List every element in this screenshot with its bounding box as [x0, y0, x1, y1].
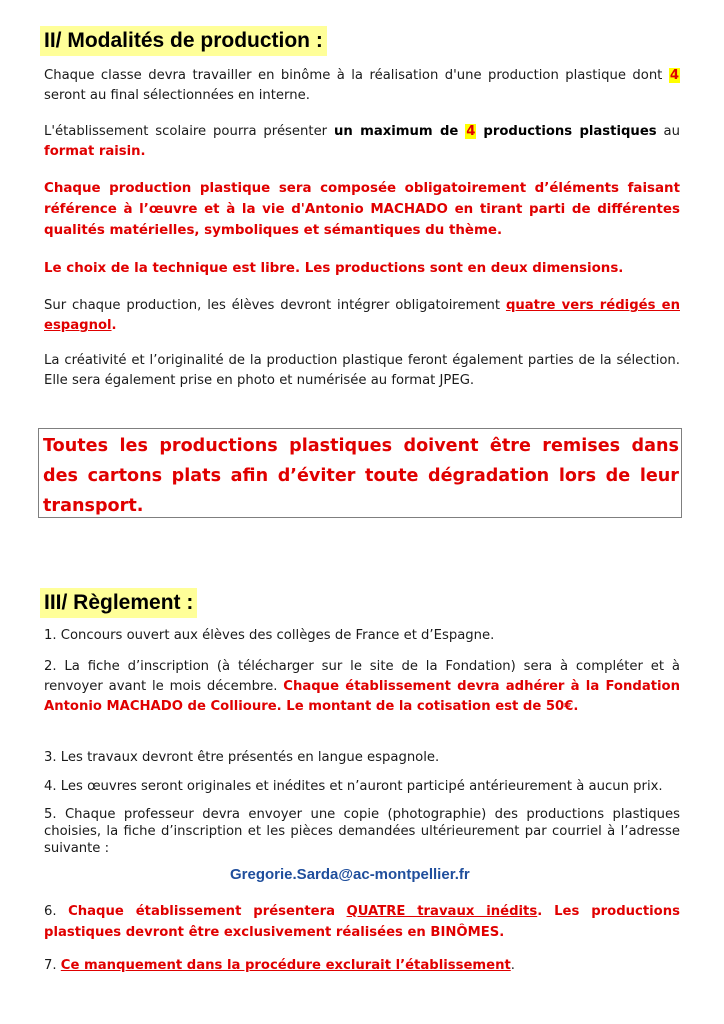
p2-bold2: productions plastiques [483, 124, 657, 139]
rule-item-7 [44, 956, 680, 976]
rule-item-5: 5. Chaque professeur devra envoyer une copie (photographie) des productions plastiques choisies, la fiche d’inscription et les pièces demandées ultérieurement par courriel à l’adresse suivante : [44, 807, 680, 856]
paragraph-technique: Le choix de la technique est libre. Les productions sont en deux dimensions. [44, 261, 624, 276]
p5-period: . [111, 318, 117, 333]
p5-red-underlined: quatre vers rédigés en espagnol [44, 298, 680, 333]
item2-red: Chaque établissement devra adhérer à la Fondation Antonio MACHADO de Collioure. Le montant de la cotisation est de 50€. [44, 679, 680, 714]
rule-item-4: 4. Les œuvres seront originales et inédites et n’auront participé antérieurement à aucun prix. [44, 779, 663, 794]
p1-text-after: seront au final sélectionnées en interne. [44, 88, 310, 103]
rule-item-1: 1. Concours ouvert aux élèves des collèges de France et d’Espagne. [44, 628, 495, 643]
paragraph-creativite: La créativité et l’originalité de la production plastique feront également parties de la sélection. Elle sera également prise en photo et numérisée au format JPEG. [44, 353, 680, 388]
paragraph-binome [44, 66, 680, 106]
rule-item-3: 3. Les travaux devront être présentés en langue espagnole. [44, 750, 440, 765]
item2-text: 2. La fiche d’inscription (à télécharger sur le site de la Fondation) sera à compléter et à renvoyer avant le mois décembre. [44, 659, 680, 694]
section-3-heading: III/ Règlement : [40, 588, 197, 618]
item6-red-underlined: QUATRE travaux inédits [346, 904, 538, 919]
paragraph-vers [44, 296, 680, 336]
p2-red: format raisin. [44, 144, 146, 159]
section-2-heading: II/ Modalités de production : [40, 26, 327, 56]
p2-bold1: un maximum de [334, 124, 459, 139]
item6-red1: Chaque établissement présentera [68, 904, 335, 919]
p2-text-after: au [663, 124, 680, 139]
p1-text: Chaque classe devra travailler en binôme à la réalisation d'une production plastique dont [44, 68, 663, 83]
item7-red-underlined: Ce manquement dans la procédure exclurait l’établissement [60, 958, 511, 973]
p1-number: 4 [669, 68, 679, 83]
rule-item-6 [44, 901, 680, 943]
paragraph-composition: Chaque production plastique sera composée obligatoirement d’éléments faisant référence à l’œuvre et à la vie d'Antonio MACHADO en tirant parti de différentes qualités matérielles, symboliques et sémantiques du thème. [44, 181, 680, 238]
item6-red2: . Les productions plastiques devront être exclusivement réalisées en BINÔMES. [44, 904, 680, 940]
p2-text: L'établissement scolaire pourra présenter [44, 124, 328, 139]
item7-number: 7. [44, 958, 57, 973]
contact-email-link[interactable]: Gregorie.Sarda@ac-montpellier.fr [230, 866, 470, 883]
item6-number: 6. [44, 904, 57, 919]
rule-item-2 [44, 657, 680, 717]
p5-text: Sur chaque production, les élèves devront intégrer obligatoirement [44, 298, 501, 313]
item7-period: . [510, 958, 515, 973]
paragraph-maximum [44, 122, 680, 162]
p2-number: 4 [466, 124, 476, 139]
notice-box-text: Toutes les productions plastiques doivent être remises dans des cartons plats afin d’éviter toute dégradation lors de leur transport. [43, 436, 679, 516]
